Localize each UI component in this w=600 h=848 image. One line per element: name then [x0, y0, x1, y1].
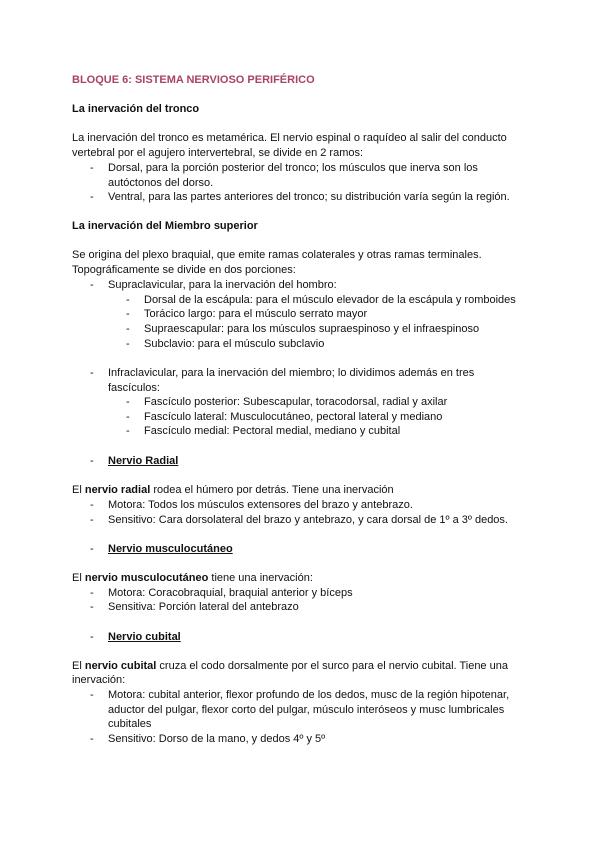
list-item: Motora: Todos los músculos extensores del brazo y antebrazo. — [108, 499, 413, 511]
paragraph-line: inervación: — [72, 674, 126, 686]
section-heading-radial: Nervio Radial — [108, 455, 179, 467]
list-item: Sensitiva: Porción lateral del antebrazo — [108, 601, 299, 613]
bullet-dash: - — [90, 499, 94, 511]
bold-term: nervio musculocutáneo — [84, 572, 209, 584]
bullet-dash: - — [90, 601, 94, 613]
bold-term: nervio cubital — [84, 660, 157, 672]
bullet-dash: - — [126, 411, 130, 423]
section-heading-musculocutaneo: Nervio musculocutáneo — [108, 543, 233, 555]
bullet-dash: - — [126, 294, 130, 306]
bullet-dash: - — [90, 543, 94, 555]
list-item: Sensitivo: Cara dorsolateral del brazo y antebrazo, y cara dorsal de 1º a 3º dedos. — [108, 514, 508, 526]
bullet-dash: - — [126, 338, 130, 350]
bullet-dash: - — [126, 308, 130, 320]
sub-list-item: Fascículo medial: Pectoral medial, mediano y cubital — [144, 425, 401, 437]
text-run: cruza el codo dorsalmente por el surco para el nervio cubital. Tiene una — [156, 660, 508, 672]
list-item: Supraclavicular, para la inervación del hombro: — [108, 279, 337, 291]
sub-list-item: Dorsal de la escápula: para el músculo elevador de la escápula y romboides — [144, 294, 516, 306]
bullet-dash: - — [90, 587, 94, 599]
bullet-dash: - — [90, 631, 94, 643]
section-heading-cubital: Nervio cubital — [108, 631, 181, 643]
section-heading-tronco: La inervación del tronco — [72, 103, 200, 115]
bullet-dash: - — [90, 367, 94, 379]
bold-term: nervio radial — [84, 484, 151, 496]
list-item: fascículos: — [108, 382, 160, 394]
list-item: Dorsal, para la porción posterior del tronco; los músculos que inerva son los — [108, 162, 478, 174]
list-item: Sensitivo: Dorso de la mano, y dedos 4º y 5º — [108, 733, 326, 745]
bullet-dash: - — [90, 162, 94, 174]
text-run: tiene una inervación: — [208, 572, 313, 584]
sub-list-item: Subclavio: para el músculo subclavio — [144, 338, 325, 350]
bullet-dash: - — [90, 733, 94, 745]
text-run: El — [72, 572, 85, 584]
bullet-dash: - — [126, 425, 130, 437]
list-item: cubitales — [108, 718, 152, 730]
section-heading-miembro-superior: La inervación del Miembro superior — [72, 220, 258, 232]
sub-list-item: Supraescapular: para los músculos supraespinoso y el infraespinoso — [144, 323, 480, 335]
paragraph-line: Se origina del plexo braquial, que emite ramas colaterales y otras ramas terminales. — [72, 249, 482, 261]
bullet-dash: - — [126, 323, 130, 335]
bullet-dash: - — [90, 689, 94, 701]
sub-list-item: Torácico largo: para el músculo serrato mayor — [144, 308, 368, 320]
paragraph-line: La inervación del tronco es metamérica. El nervio espinal o raquídeo al salir del conducto — [72, 132, 507, 144]
list-item: Ventral, para las partes anteriores del tronco; su distribución varía según la región. — [108, 191, 510, 203]
list-item: Motora: cubital anterior, flexor profundo de los dedos, musc de la región hipotenar, — [108, 689, 510, 701]
list-item: Infraclavicular, para la inervación del miembro; lo dividimos además en tres — [108, 367, 475, 379]
sub-list-item: Fascículo posterior: Subescapular, toracodorsal, radial y axilar — [144, 396, 448, 408]
bullet-dash: - — [90, 514, 94, 526]
bullet-dash: - — [126, 396, 130, 408]
sub-list-item: Fascículo lateral: Musculocutáneo, pectoral lateral y mediano — [144, 411, 443, 423]
bullet-dash: - — [90, 455, 94, 467]
paragraph-line — [72, 659, 508, 674]
list-item: autóctonos del dorso. — [108, 177, 214, 189]
paragraph-line — [72, 483, 394, 498]
text-run: El — [72, 484, 85, 496]
paragraph-line: Topográficamente se divide en dos porciones: — [72, 264, 296, 276]
bullet-dash: - — [90, 279, 94, 291]
text-run: El — [72, 660, 85, 672]
bullet-dash: - — [90, 191, 94, 203]
list-item: Motora: Coracobraquial, braquial anterior y bíceps — [108, 587, 353, 599]
paragraph-line: vertebral por el agujero intervertebral, se divide en 2 ramos: — [72, 147, 364, 159]
paragraph-line — [72, 571, 313, 586]
text-run: rodea el húmero por detrás. Tiene una inervación — [150, 484, 394, 496]
document-title: BLOQUE 6: SISTEMA NERVIOSO PERIFÉRICO — [72, 74, 315, 86]
list-item: aductor del pulgar, flexor corto del pulgar, músculo interóseos y musc lumbricales — [108, 704, 505, 716]
